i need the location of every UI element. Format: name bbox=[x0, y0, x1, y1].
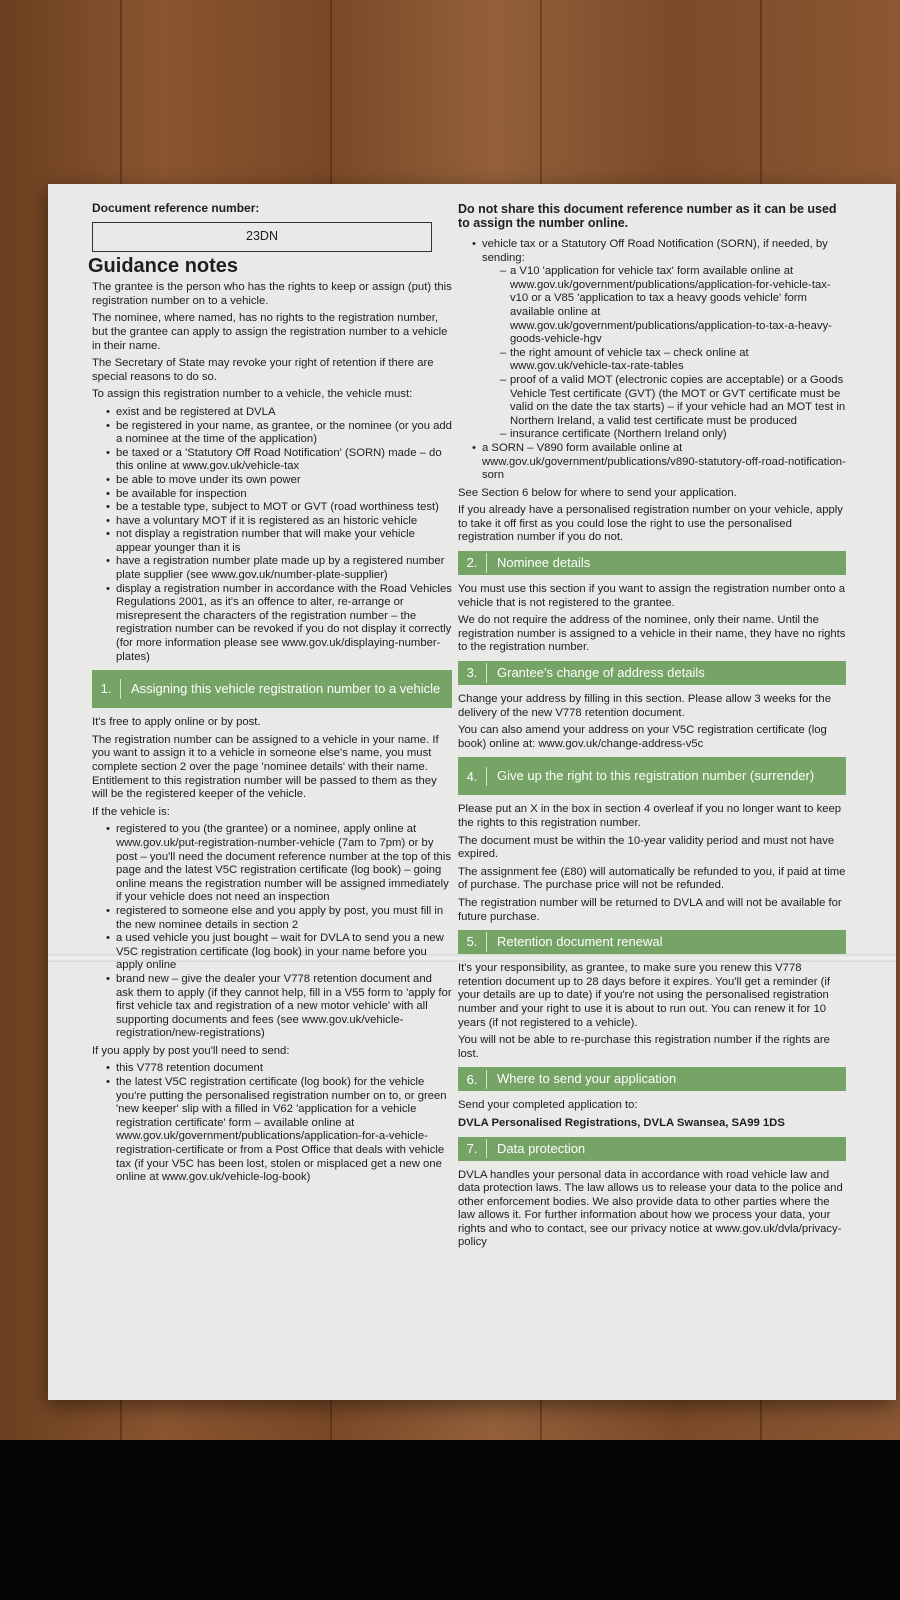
section-title: Retention document renewal bbox=[497, 934, 663, 950]
tax-list bbox=[458, 238, 846, 483]
post-items-list bbox=[92, 1062, 452, 1184]
right-column bbox=[458, 202, 846, 1254]
section-number: 3. bbox=[458, 663, 487, 683]
section-title: Assigning this vehicle registration number to a vehicle bbox=[131, 681, 441, 697]
section-text: You will not be able to re-purchase this registration number if the rights are lost. bbox=[458, 1034, 830, 1060]
section-text: You can also amend your address on your V5C registration certificate (log book) online at: www.gov.uk/change-address-v5c bbox=[458, 724, 827, 750]
list-item: – a V10 'application for vehicle tax' form available online at www.gov.uk/government/publications/application-for-vehicle-tax-v10 or a V85 'application to tax a heavy goods vehicle' form available online at www.gov.uk/government/publications/application-to-tax-a-heavy-goods-vehicle-hgv bbox=[500, 265, 846, 347]
list-item: • brand new – give the dealer your V778 retention document and ask them to apply (if they cannot help, fill in a V55 form to 'apply for first vehicle tax and registration of a new motor vehicle' with all supporting documents and fees (see www.gov.uk/vehicle-registration/new-registrations) bbox=[106, 973, 452, 1041]
section-number: 4. bbox=[458, 767, 487, 787]
tax-sub-list bbox=[482, 265, 846, 442]
ref-number: 23DN bbox=[246, 228, 278, 243]
section-text: DVLA handles your personal data in accordance with road vehicle law and data protection laws. The law allows us to release your data to the police and other enforcement bodies. We also provide data to other parties where the law allows it. For further information about how we process your data, your rights and who to contact, see our privacy notice at www.gov.uk/dvla/privacy-policy bbox=[458, 1168, 843, 1249]
intro-text: The grantee is the person who has the rights to keep or assign (put) this registration number on to a vehicle. bbox=[92, 281, 452, 307]
list-item: – proof of a valid MOT (electronic copies are acceptable) or a Goods Vehicle Test certificate (GVT) (the MOT or GVT certificate must be valid on the date the tax starts) – if your vehicle had an MOT test in Northern Ireland, a valid test certificate must be produced bbox=[500, 374, 846, 428]
ref-label: Document reference number: bbox=[92, 201, 260, 215]
section-title: Nominee details bbox=[497, 555, 591, 571]
section-text: Send your completed application to: bbox=[458, 1099, 638, 1112]
section-text: Please put an X in the box in section 4 overleaf if you no longer want to keep the rights to this registration number. bbox=[458, 803, 842, 829]
list-item: – insurance certificate (Northern Ireland only) bbox=[500, 428, 846, 442]
section-title: Give up the right to this registration number (surrender) bbox=[497, 768, 815, 784]
list-item: • this V778 retention document bbox=[106, 1062, 452, 1076]
list-item: • a used vehicle you just bought – wait for DVLA to send you a new V5C registration certificate (log book) in your name before you apply online bbox=[106, 932, 452, 973]
section-5-header bbox=[458, 930, 846, 954]
section-1-header bbox=[92, 670, 452, 708]
send-address bbox=[458, 1117, 846, 1131]
section-text: You must use this section if you want to assign the registration number onto a vehicle that is not registered to the grantee. bbox=[458, 583, 846, 609]
guidance-document bbox=[48, 184, 896, 1400]
section-title: Data protection bbox=[497, 1140, 586, 1156]
list-item: • have a registration number plate made up by a registered number plate supplier (see www.gov.uk/number-plate-supplier) bbox=[106, 555, 452, 582]
list-item: • have a voluntary MOT if it is registered as an historic vehicle bbox=[106, 515, 452, 529]
section-text: We do not require the address of the nominee, only their name. Until the registration number is assigned to a vehicle in their name, they have no rights to the registration number. bbox=[458, 614, 846, 654]
section-number: 6. bbox=[458, 1070, 487, 1090]
section-number: 1. bbox=[92, 679, 121, 699]
section-text: The registration number can be assigned to a vehicle in your name. If you want to assign it to a vehicle in someone else's name, you must complete section 2 over the page 'nominee details' with their name. Entitlement to this registration number will be passed to them as they will be the registered keeper of the vehicle. bbox=[92, 733, 439, 801]
list-item: • display a registration number in accordance with the Road Vehicles Regulations 2001, as it's an offence to alter, re-arrange or misrepresent the characters of the registration number – the registration number can be revoked if you do not display it correctly (for more information please see www.gov.uk/displaying-number-plates) bbox=[106, 583, 452, 665]
intro-text: The Secretary of State may revoke your right of retention if there are special reasons to do so. bbox=[92, 357, 434, 383]
list-item: • registered to you (the grantee) or a nominee, apply online at www.gov.uk/put-registration-number-vehicle (7am to 7pm) or by post – you'll need the document reference number at the top of this page and the latest V5C registration certificate (log book) – going online means the registration number will be assigned immediately if your vehicle does not need an inspection bbox=[106, 823, 452, 905]
section-6-header bbox=[458, 1067, 846, 1091]
photo-bottom-edge bbox=[0, 1440, 900, 1600]
section-text: It's your responsibility, as grantee, to make sure you renew this V778 retention document up to 28 days before it expires. You'll get a reminder (if your details are up to date) if you're not using the personalised registration number and your right to use it is about to run out. You can renew it for 10 years (if not registered to a vehicle). bbox=[458, 962, 831, 1029]
list-item: • be taxed or a 'Statutory Off Road Notification' (SORN) made – do this online at www.gov.uk/vehicle-tax bbox=[106, 447, 452, 474]
section-text: The assignment fee (£80) will automatically be refunded to you, if paid at time of purchase. The purchase price will not be refunded. bbox=[458, 865, 846, 892]
section-title: Grantee's change of address details bbox=[497, 665, 705, 681]
list-item: • not display a registration number that will make your vehicle appear younger than it is bbox=[106, 528, 452, 555]
left-column bbox=[88, 201, 452, 1189]
section-text: If you already have a personalised registration number on your vehicle, apply to take it off first as you could lose the right to use the personalised registration number if you do not. bbox=[458, 504, 843, 544]
section-number: 2. bbox=[458, 553, 487, 573]
section-number: 5. bbox=[458, 932, 487, 952]
page-title: Guidance notes bbox=[88, 254, 239, 277]
intro-text: The nominee, where named, has no rights to the registration number, but the grantee can apply to assign the registration number to a vehicle in their name. bbox=[92, 312, 448, 352]
section-text: The document must be within the 10-year validity period and must not have expired. bbox=[458, 834, 835, 861]
vehicle-cases-list bbox=[92, 823, 452, 1041]
list-item: • be a testable type, subject to MOT or GVT (road worthiness test) bbox=[106, 501, 452, 515]
section-title: Where to send your application bbox=[497, 1071, 677, 1087]
intro-text: To assign this registration number to a vehicle, the vehicle must: bbox=[92, 388, 413, 401]
list-item: • be registered in your name, as grantee, or the nominee (or you add a nominee at the time of the application) bbox=[106, 420, 452, 447]
list-item bbox=[472, 238, 846, 442]
list-item: • registered to someone else and you apply by post, you must fill in the new nominee details in section 2 bbox=[106, 905, 452, 932]
list-item-text: vehicle tax or a Statutory Off Road Notification (SORN), if needed, by sending: bbox=[482, 238, 828, 264]
section-number: 7. bbox=[458, 1139, 487, 1159]
section-text: If you apply by post you'll need to send: bbox=[92, 1044, 290, 1057]
section-text: It's free to apply online or by post. bbox=[92, 716, 261, 729]
list-item: • exist and be registered at DVLA bbox=[106, 406, 452, 420]
list-item: • a SORN – V890 form available online at www.gov.uk/government/publications/v890-statutory-off-road-notification-sorn bbox=[472, 442, 846, 483]
section-7-header bbox=[458, 1137, 846, 1161]
section-2-header bbox=[458, 551, 846, 575]
ref-number-box bbox=[92, 222, 432, 252]
list-item: – the right amount of vehicle tax – check online at www.gov.uk/vehicle-tax-rate-tables bbox=[500, 347, 846, 374]
section-text: See Section 6 below for where to send your application. bbox=[458, 486, 737, 499]
section-3-header bbox=[458, 661, 846, 685]
section-text: The registration number will be returned to DVLA and will not be available for future purchase. bbox=[458, 896, 842, 923]
list-item: • be available for inspection bbox=[106, 488, 452, 502]
address-text: DVLA Personalised Registrations, DVLA Swansea, SA99 1DS bbox=[458, 1116, 785, 1129]
requirements-list bbox=[92, 406, 452, 664]
section-text: Change your address by filling in this section. Please allow 3 weeks for the delivery of the new V778 retention document. bbox=[458, 693, 831, 719]
list-item: • be able to move under its own power bbox=[106, 474, 452, 488]
section-text: If the vehicle is: bbox=[92, 805, 170, 818]
section-4-header bbox=[458, 757, 846, 795]
reference-warning: Do not share this document reference number as it can be used to assign the number online. bbox=[458, 202, 837, 230]
list-item: • the latest V5C registration certificate (log book) for the vehicle you're putting the personalised registration number on to, or green 'new keeper' slip with a filled in V62 'application for a vehicle registration certificate' form – available online at www.gov.uk/government/publications/application-for-a-vehicle-registration-certificate or from a Post Office that deals with vehicle tax (if your V5C has been lost, stolen or misplaced get a new one online at www.gov.uk/vehicle-log-book) bbox=[106, 1076, 452, 1185]
